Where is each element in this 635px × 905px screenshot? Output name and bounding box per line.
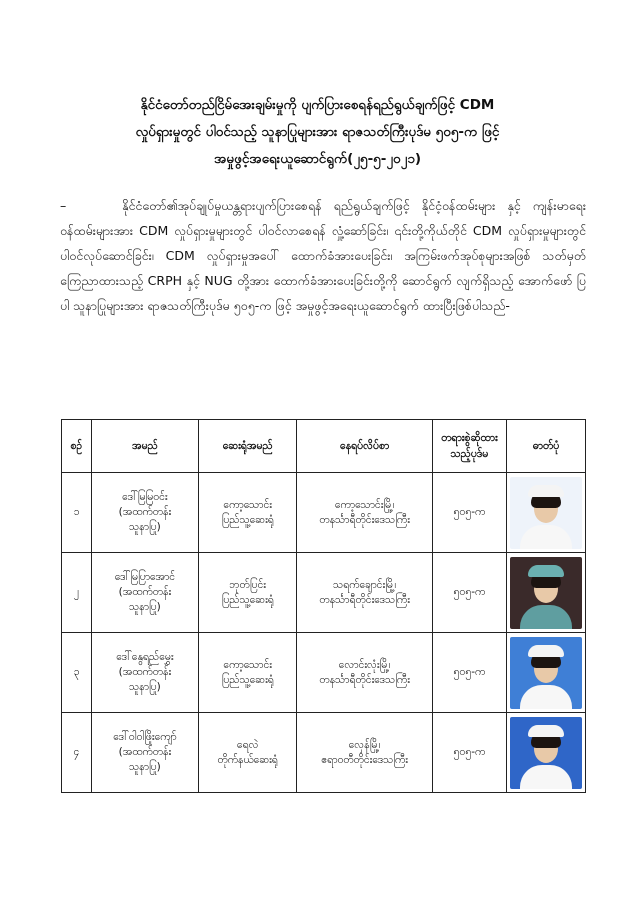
cell-section: ၅၀၅-က bbox=[432, 633, 506, 713]
name-rank-2: သူနာပြု) bbox=[129, 681, 161, 693]
table-row bbox=[62, 633, 586, 713]
cell-name bbox=[91, 713, 198, 793]
name-rank: (အထက်တန်း bbox=[118, 746, 172, 758]
hospital-text: ဘုတ်ပြင်း bbox=[229, 578, 266, 591]
nurse-photo bbox=[510, 717, 582, 789]
cell-no: ၄ bbox=[62, 713, 92, 793]
cell-hospital bbox=[198, 553, 296, 633]
hospital-sub: ပြည်သူ့ဆေးရုံ bbox=[221, 673, 274, 686]
document-title bbox=[50, 92, 585, 173]
address-sub: ဧရာဝတီတိုင်းဒေသကြီး bbox=[321, 753, 408, 766]
name-rank-2: သူနာပြု) bbox=[129, 761, 161, 773]
name-rank: (အထက်တန်း bbox=[118, 586, 172, 598]
address-text: လောင်းလုံးမြို့၊ bbox=[338, 658, 391, 671]
name-rank-2: သူနာပြု) bbox=[129, 601, 161, 613]
cell-address bbox=[297, 713, 432, 793]
hospital-sub: ပြည်သူ့ဆေးရုံ bbox=[221, 593, 274, 606]
cell-photo bbox=[506, 713, 585, 793]
cell-no: ၂ bbox=[62, 553, 92, 633]
table-row bbox=[62, 553, 586, 633]
cell-section: ၅၀၅-က bbox=[432, 553, 506, 633]
title-line-2: လှုပ်ရှားမှုတွင် ပါဝင်သည့် သူနာပြုများအား ရာဇသတ်ကြီးပုဒ်မ ၅၀၅-က ဖြင့် bbox=[135, 124, 500, 140]
cell-hospital bbox=[198, 473, 296, 553]
body-paragraph bbox=[60, 193, 586, 318]
name-text: ဒေါ်နွေရည်မွှေး bbox=[116, 651, 174, 663]
address-text: ကော့သောင်းမြို့၊ bbox=[334, 498, 395, 511]
header-name: အမည် bbox=[91, 420, 198, 473]
header-address: နေရပ်လိပ်စာ bbox=[297, 420, 432, 473]
cell-hospital bbox=[198, 713, 296, 793]
header-section: တရားစွဲဆိုထား သည့်ပုဒ်မ bbox=[432, 420, 506, 473]
cell-name bbox=[91, 553, 198, 633]
name-rank-2: သူနာပြု) bbox=[129, 521, 161, 533]
table-row bbox=[62, 473, 586, 553]
table-row bbox=[62, 713, 586, 793]
cell-photo bbox=[506, 633, 585, 713]
cell-no: ၃ bbox=[62, 633, 92, 713]
name-text: ဒေါ်မြမြဝင်း bbox=[122, 491, 168, 503]
name-text: ဒေါ်မြပြာအောင် bbox=[114, 571, 176, 583]
cell-section: ၅၀၅-က bbox=[432, 473, 506, 553]
address-text: သရက်ချောင်းမြို့၊ bbox=[333, 578, 397, 591]
address-text: လှေန်မြို့၊ bbox=[348, 738, 381, 751]
hospital-sub: ပြည်သူ့ဆေးရုံ bbox=[221, 513, 274, 526]
address-sub: တနင်္သာရီတိုင်းဒေသကြီး bbox=[319, 593, 410, 606]
title-line-3: အမှုဖွင့်အရေးယူဆောင်ရွက်(၂၅-၅-၂၀၂၁) bbox=[214, 151, 421, 167]
cell-name bbox=[91, 633, 198, 713]
header-hospital: ဆေးရုံအမည် bbox=[198, 420, 296, 473]
paragraph-dash: – bbox=[60, 198, 67, 213]
cell-no: ၁ bbox=[62, 473, 92, 553]
cell-photo bbox=[506, 473, 585, 553]
cell-photo bbox=[506, 553, 585, 633]
cell-address bbox=[297, 633, 432, 713]
cell-address bbox=[297, 473, 432, 553]
nurse-photo bbox=[510, 557, 582, 629]
cell-name bbox=[91, 473, 198, 553]
address-sub: တနင်္သာရီတိုင်းဒေသကြီး bbox=[319, 673, 410, 686]
cell-address bbox=[297, 553, 432, 633]
name-rank: (အထက်တန်း bbox=[118, 666, 172, 678]
header-no: စဉ် bbox=[62, 420, 92, 473]
hospital-sub: တိုက်နယ်ဆေးရုံ bbox=[217, 753, 278, 766]
nurse-photo bbox=[510, 637, 582, 709]
nurse-photo bbox=[510, 477, 582, 549]
table-header-row bbox=[62, 420, 586, 473]
paragraph-text: နိုင်ငံတော်၏အုပ်ချုပ်မှုယန္တရားပျက်ပြားစေရန် ရည်ရွယ်ချက်ဖြင့် နိုင်ငံ့ဝန်ထမ်းများ နှင့် ကျန်းမာရေးဝန်ထမ်းများအား CDM လှုပ်ရှားမှုများတွင် ပါဝင်လာစေရန် လှုံ့ဆော်ခြင်း၊ ၎င်းတို့ကိုယ်တိုင် CDM လှုပ်ရှားမှုများတွင် ပါဝင်လုပ်ဆောင်ခြင်း၊ CDM လှုပ်ရှားမှုအပေါ် ထောက်ခံအားပေးခြင်း၊ အကြမ်းဖက်အုပ်စုများအဖြစ် သတ်မှတ် ကြေညာထားသည့် CRPH နှင့် NUG တို့အား ထောက်ခံအားပေးခြင်းတို့ကို ဆောင်ရွက် လျက်ရှိသည့် အောက်ဖော် ပြပါ သူနာပြုများအား ရာဇသတ်ကြီးပုဒ်မ ၅၀၅-က ဖြင့် အမှုဖွင့်အရေးယူဆောင်ရွက် ထားပြီးဖြစ်ပါသည်- bbox=[60, 198, 586, 313]
hospital-text: ရေလဲ bbox=[236, 738, 259, 751]
cell-section: ၅၀၅-က bbox=[432, 713, 506, 793]
hospital-text: ကော့သောင်း bbox=[223, 498, 272, 511]
name-rank: (အထက်တန်း bbox=[118, 506, 172, 518]
cell-hospital bbox=[198, 633, 296, 713]
header-photo: ဓာတ်ပုံ bbox=[506, 420, 585, 473]
address-sub: တနင်္သာရီတိုင်းဒေသကြီး bbox=[319, 513, 410, 526]
hospital-text: ကော့သောင်း bbox=[223, 658, 272, 671]
title-line-1: နိုင်ငံတော်တည်ငြိမ်အေးချမ်းမှုကို ပျက်ပြားစေရန်ရည်ရွယ်ချက်ဖြင့် CDM bbox=[140, 97, 495, 113]
name-text: ဒေါ်ဝါဝါဖြိုးကျော် bbox=[113, 731, 177, 743]
nurse-table bbox=[61, 419, 586, 793]
